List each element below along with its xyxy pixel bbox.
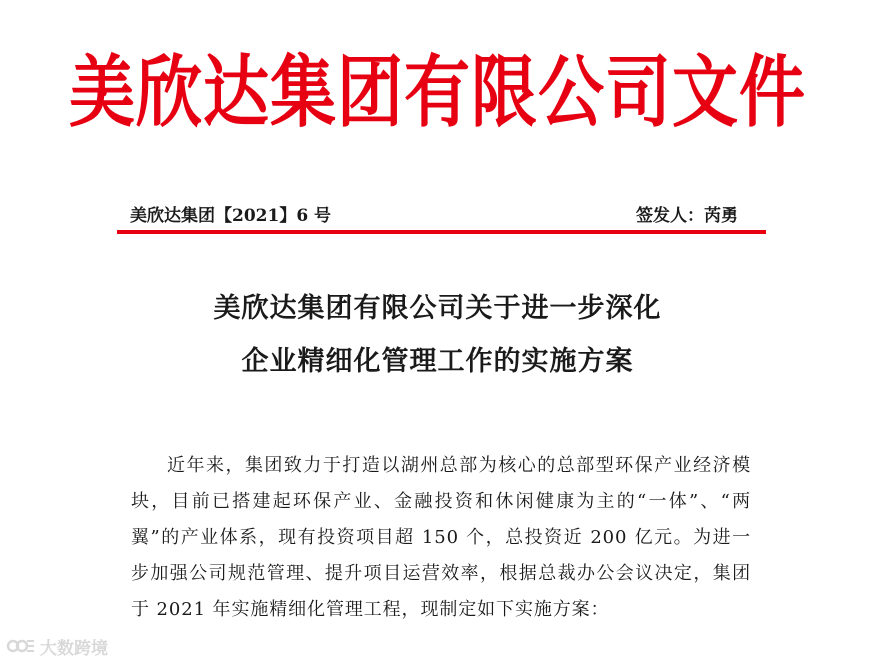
document-header-banner: 美欣达集团有限公司文件 bbox=[69, 46, 806, 138]
document-meta-row bbox=[130, 203, 738, 229]
body-paragraph: 近年来，集团致力于打造以湖州总部为核心的总部型环保产业经济模块，目前已搭建起环保产业、金融投资和休闲健康为主的“一体”、“两翼”的产业体系，现有投资项目超 150 个，总投资近 200 亿元。为进一步加强公司规范管理、提升项目运营效率，根据总裁办公会议决定，集团于 2021 年实施精细化管理工程，现制定如下实施方案： bbox=[131, 455, 751, 620]
document-title-line-2: 企业精细化管理工作的实施方案 bbox=[241, 346, 634, 377]
watermark-logo-icon bbox=[6, 636, 36, 656]
watermark bbox=[6, 634, 108, 658]
watermark-text: 大数跨境 bbox=[40, 638, 108, 659]
red-divider-rule bbox=[117, 230, 766, 234]
issuer-signature: 签发人：芮勇 bbox=[636, 206, 738, 226]
document-title-line-1: 美欣达集团有限公司关于进一步深化 bbox=[213, 293, 662, 324]
document-number: 美欣达集团【2021】6 号 bbox=[130, 206, 332, 226]
